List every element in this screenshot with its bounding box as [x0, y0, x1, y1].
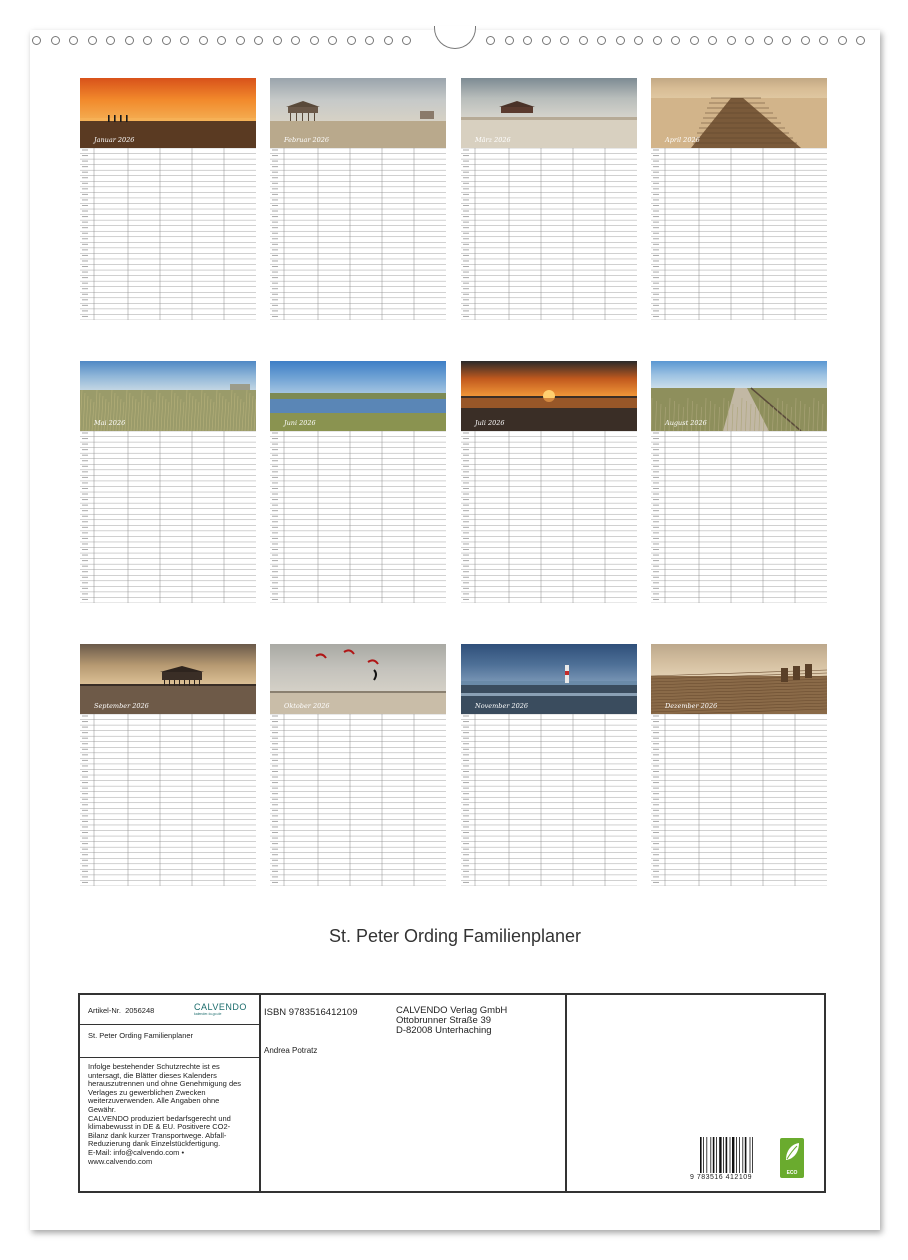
- binding-ring: [505, 36, 514, 45]
- month-block: [461, 644, 637, 888]
- legal-line: Bilanz dank kurzer Transportwege. Abfall-: [88, 1130, 227, 1140]
- wire-binding: [30, 30, 880, 54]
- binding-ring: [634, 36, 643, 45]
- month-planner: [270, 714, 446, 886]
- binding-ring: [690, 36, 699, 45]
- month-photo-frame: [461, 644, 637, 714]
- legal-line: CALVENDO produziert bedarfsgerecht und: [88, 1113, 231, 1123]
- month-block: [80, 644, 256, 888]
- month-photo-frame: [651, 78, 827, 148]
- binding-ring: [69, 36, 78, 45]
- month-label: März 2026: [475, 136, 511, 144]
- planner-grid: [270, 714, 446, 886]
- legal-line: www.calvendo.com: [88, 1156, 153, 1166]
- binding-ring: [88, 36, 97, 45]
- binding-ring: [217, 36, 226, 45]
- article-number: 2056248: [125, 1006, 155, 1015]
- legal-line: E-Mail: info@calvendo.com •: [88, 1147, 185, 1157]
- month-photo-frame: [651, 361, 827, 431]
- month-photo-frame: [80, 78, 256, 148]
- logo-text: CALVENDO: [194, 1002, 247, 1012]
- hanger-hook: [434, 26, 476, 49]
- barcode: [700, 1137, 764, 1173]
- binding-ring: [51, 36, 60, 45]
- month-photo-frame: [461, 78, 637, 148]
- month-label: Dezember 2026: [665, 702, 718, 710]
- binding-ring: [384, 36, 393, 45]
- eco-badge: [780, 1138, 804, 1178]
- month-block: [80, 361, 256, 605]
- planner-grid: [461, 714, 637, 886]
- month-block: [651, 78, 827, 322]
- month-planner: [651, 714, 827, 886]
- author: Andrea Potratz: [264, 1046, 318, 1055]
- month-photo-frame: [270, 644, 446, 714]
- month-photo-frame: [461, 361, 637, 431]
- binding-ring: [328, 36, 337, 45]
- binding-ring: [199, 36, 208, 45]
- month-planner: [270, 148, 446, 320]
- eco-label: ECO: [786, 1170, 798, 1176]
- publisher-line: CALVENDO Verlag GmbH: [396, 1005, 508, 1016]
- month-label: Januar 2026: [94, 136, 135, 144]
- binding-ring: [745, 36, 754, 45]
- article-label: Artikel-Nr. 2056248: [88, 1006, 155, 1015]
- info-row-line: [80, 1024, 259, 1025]
- month-block: [651, 644, 827, 888]
- info-box: [78, 993, 826, 1193]
- binding-ring: [180, 36, 189, 45]
- barcode-number: 9 783516 412109: [690, 1174, 752, 1181]
- binding-ring: [402, 36, 411, 45]
- leaf-icon: [780, 1138, 804, 1168]
- info-divider: [259, 995, 261, 1191]
- legal-line: klimabewusst in DE & EU. Positivere CO2-: [88, 1122, 231, 1132]
- legal-line: Infolge bestehender Schutzrechte ist es: [88, 1062, 220, 1071]
- binding-ring: [801, 36, 810, 45]
- planner-grid: [80, 148, 256, 320]
- planner-grid: [651, 714, 827, 886]
- calvendo-logo: [194, 1002, 262, 1016]
- month-block: [651, 361, 827, 605]
- legal-line: Reduzierung dank Einzelstückfertigung.: [88, 1139, 221, 1149]
- month-label: Juli 2026: [475, 419, 505, 427]
- legal-line: herauszutrennen und ohne Genehmigung des: [88, 1079, 242, 1089]
- month-planner: [461, 431, 637, 603]
- month-photo-frame: [270, 78, 446, 148]
- binding-ring: [764, 36, 773, 45]
- legal-line: untersagt, die Blätter dieses Kalenders: [88, 1070, 217, 1080]
- binding-ring: [162, 36, 171, 45]
- calendar-sheet: [30, 30, 880, 1230]
- month-label: September 2026: [94, 702, 149, 710]
- binding-ring: [782, 36, 791, 45]
- planner-grid: [651, 148, 827, 320]
- month-block: [80, 78, 256, 322]
- planner-grid: [651, 431, 827, 603]
- info-row-line: [80, 1057, 259, 1058]
- binding-ring: [143, 36, 152, 45]
- publisher-address: [396, 1006, 507, 1036]
- legal-line: Verlages zu gewerblichen Zwecken: [88, 1087, 206, 1097]
- month-block: [270, 78, 446, 322]
- legal-text: [88, 1063, 254, 1166]
- binding-ring: [542, 36, 551, 45]
- publisher-line: D-82008 Unterhaching: [396, 1025, 492, 1036]
- planner-grid: [270, 148, 446, 320]
- binding-ring: [579, 36, 588, 45]
- binding-ring: [653, 36, 662, 45]
- binding-ring: [365, 36, 374, 45]
- binding-ring: [616, 36, 625, 45]
- planner-grid: [461, 148, 637, 320]
- binding-ring: [291, 36, 300, 45]
- binding-ring: [560, 36, 569, 45]
- publisher-line: Ottobrunner Straße 39: [396, 1015, 492, 1026]
- month-planner: [461, 714, 637, 886]
- planner-grid: [461, 431, 637, 603]
- info-divider: [565, 995, 567, 1191]
- binding-ring: [819, 36, 828, 45]
- binding-ring: [523, 36, 532, 45]
- planner-grid: [270, 431, 446, 603]
- month-planner: [651, 431, 827, 603]
- month-block: [270, 644, 446, 888]
- planner-grid: [80, 714, 256, 886]
- binding-ring: [106, 36, 115, 45]
- binding-ring: [273, 36, 282, 45]
- month-planner: [80, 714, 256, 886]
- binding-ring: [125, 36, 134, 45]
- binding-ring: [310, 36, 319, 45]
- month-block: [270, 361, 446, 605]
- month-photo-frame: [80, 361, 256, 431]
- planner-grid: [80, 431, 256, 603]
- product-title: St. Peter Ording Familienplaner: [88, 1031, 194, 1040]
- binding-ring: [838, 36, 847, 45]
- month-photo-frame: [651, 644, 827, 714]
- binding-ring: [597, 36, 606, 45]
- logo-subtext: kalender-to-go.de: [194, 1012, 222, 1016]
- month-planner: [80, 431, 256, 603]
- month-photo-frame: [80, 644, 256, 714]
- month-planner: [461, 148, 637, 320]
- month-label: Juni 2026: [284, 419, 316, 427]
- month-label: August 2026: [665, 419, 707, 427]
- binding-ring: [347, 36, 356, 45]
- month-label: April 2026: [665, 136, 700, 144]
- page-title: St. Peter Ording Familienplaner: [328, 926, 582, 946]
- binding-ring: [708, 36, 717, 45]
- month-photo-frame: [270, 361, 446, 431]
- month-block: [461, 361, 637, 605]
- isbn: ISBN 9783516412109: [264, 1007, 358, 1018]
- legal-line: weiterzuverwenden. Alle Angaben ohne: [88, 1096, 220, 1106]
- binding-ring: [32, 36, 41, 45]
- month-planner: [270, 431, 446, 603]
- binding-ring: [671, 36, 680, 45]
- binding-ring: [727, 36, 736, 45]
- month-planner: [80, 148, 256, 320]
- binding-ring: [254, 36, 263, 45]
- month-label: Mai 2026: [94, 419, 126, 427]
- month-label: November 2026: [475, 702, 529, 710]
- month-planner: [651, 148, 827, 320]
- legal-line: Gewähr.: [88, 1104, 116, 1114]
- binding-ring: [856, 36, 865, 45]
- month-label: Oktober 2026: [284, 702, 330, 710]
- month-label: Februar 2026: [284, 136, 330, 144]
- binding-ring: [236, 36, 245, 45]
- binding-ring: [486, 36, 495, 45]
- month-block: [461, 78, 637, 322]
